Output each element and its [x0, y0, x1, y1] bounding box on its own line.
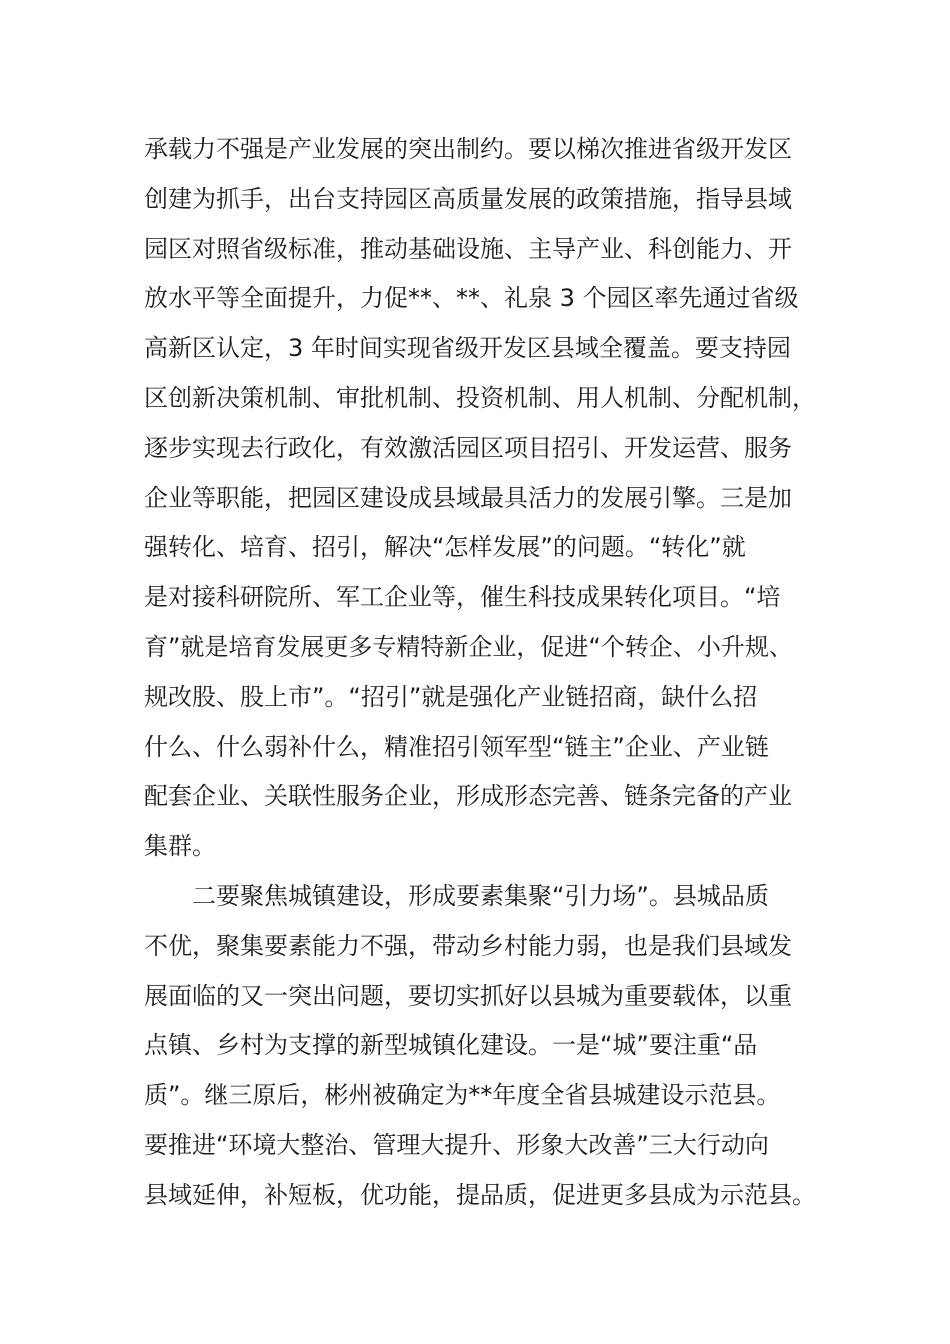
text-line: 企业等职能，把园区建设成县域最具活力的发展引擎。三是加	[144, 483, 792, 512]
text-line: 强转化、培育、招引，解决“怎样发展”的问题。“转化”就	[144, 533, 746, 562]
text-line: 承载力不强是产业发展的突出制约。要以梯次推进省级开发区	[144, 135, 792, 163]
text-line: 区创新决策机制、审批机制、投资机制、用人机制、分配机制，	[144, 383, 816, 412]
text-line: 育”就是培育发展更多专精特新企业，促进“个转企、小升规、	[144, 632, 793, 661]
body-text	[144, 125, 844, 1221]
text-line: 不优，聚集要素能力不强，带动乡村能力弱，也是我们县域发	[144, 931, 792, 960]
text-line: 二要聚焦城镇建设，形成要素集聚“引力场”。县城品质	[192, 881, 769, 910]
text-line: 展面临的又一突出问题，要切实抓好以县城为重要载体，以重	[144, 981, 792, 1010]
paragraph-2	[144, 872, 844, 1221]
text-line: 创建为抓手，出台支持园区高质量发展的政策措施，指导县域	[144, 184, 792, 213]
text-line: 集群。	[144, 832, 216, 861]
paragraph-1	[144, 125, 844, 872]
text-line: 是对接科研院所、军工企业等，催生科技成果转化项目。“培	[144, 583, 781, 612]
text-line: 规改股、股上市”。“招引”就是强化产业链招商，缺什么招	[144, 682, 758, 711]
text-line: 配套企业、关联性服务企业，形成形态完善、链条完备的产业	[144, 782, 792, 811]
text-line: 要推进“环境大整治、管理大提升、形象大改善”三大行动向	[144, 1130, 769, 1159]
text-line: 什么、什么弱补什么，精准招引领军型“链主”企业、产业链	[144, 732, 769, 761]
text-line: 高新区认定，3 年时间实现省级开发区县域全覆盖。要支持园	[144, 334, 791, 363]
text-line: 逐步实现去行政化，有效激活园区项目招引、开发运营、服务	[144, 433, 792, 462]
text-line: 园区对照省级标准，推动基础设施、主导产业、科创能力、开	[144, 234, 792, 263]
text-line: 点镇、乡村为支撑的新型城镇化建设。一是“城”要注重“品	[144, 1031, 758, 1060]
text-line: 质”。继三原后，彬州被确定为**年度全省县城建设示范县。	[144, 1081, 781, 1110]
text-line: 县域延伸，补短板，优功能，提品质，促进更多县成为示范县。	[144, 1180, 816, 1209]
text-line: 放水平等全面提升，力促**、**、礼泉 3 个园区率先通过省级	[144, 284, 799, 313]
